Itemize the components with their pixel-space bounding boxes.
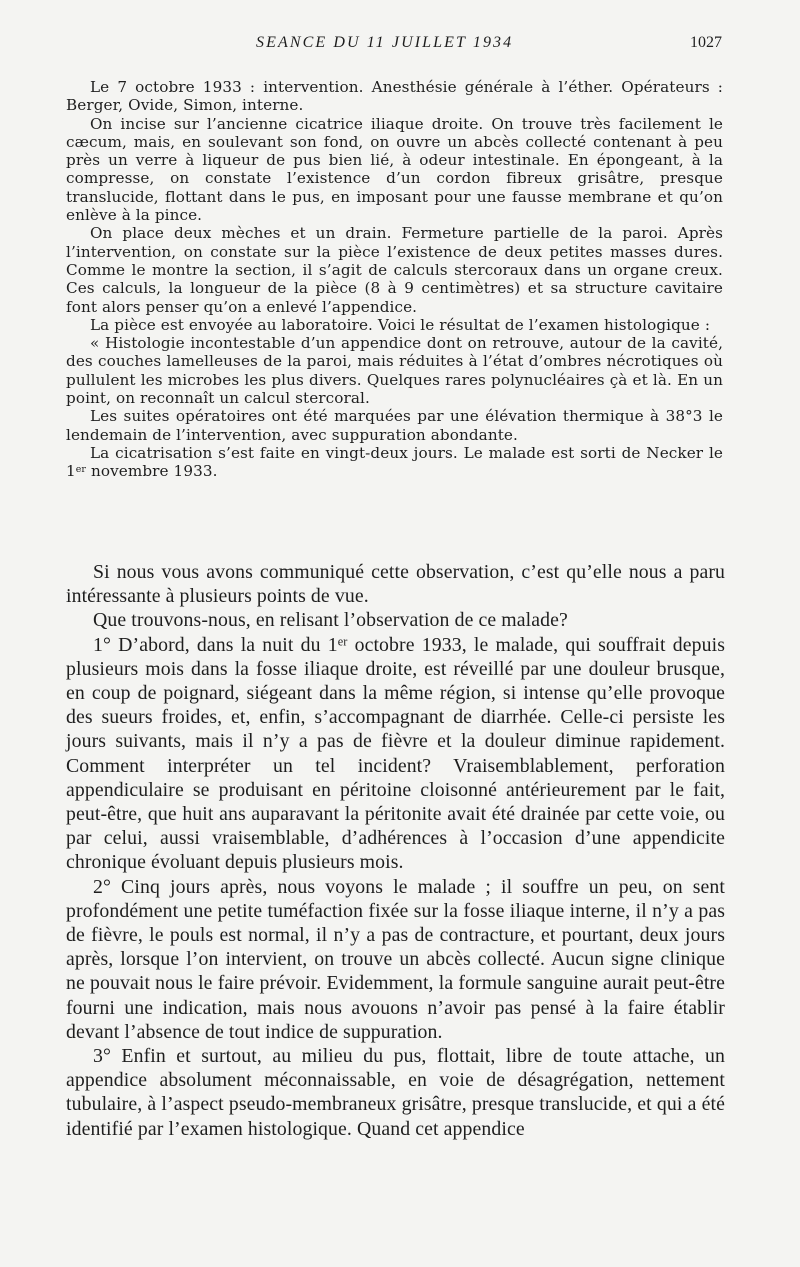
page-header — [0, 34, 722, 58]
obs-paragraph: On incise sur l’ancienne cicatrice iliaque droite. On trouve très facilement le cæcum, mais, en soulevant son fond, on ouvre un abcès collecté contenant à peu près un verre à liqueur de pus bien lié, à odeur intestinale. En épongeant, à la compresse, on constate l’existence d’un cordon fibreux grisâtre, presque translucide, flottant dans le pus, en imposant pour une fausse membrane et qu’on enlève à la pince. — [66, 114, 723, 225]
running-title: SEANCE DU 11 JUILLET 1934 — [256, 34, 514, 51]
text-run: 1° D’abord, dans la nuit du 1 — [93, 633, 338, 656]
text-run: La cicatrisation s’est faite en vingt-deux jours. Le malade est sorti de Necker le 1 — [66, 443, 723, 481]
obs-paragraph: Le 7 octobre 1933 : intervention. Anesthésie générale à l’éther. Opérateurs : Berger, Ovide, Simon, interne. — [66, 78, 723, 115]
superscript: er — [337, 634, 348, 649]
obs-paragraph: Les suites opératoires ont été marquées par une élévation thermique à 38°3 le lendemain de l’intervention, avec suppuration abondante. — [66, 407, 723, 444]
body-paragraph: Que trouvons-nous, en relisant l’observation de ce malade? — [93, 609, 568, 632]
text-run: octobre 1933, le malade, qui souffrait depuis plusieurs mois dans la fosse iliaque droite, est réveillé par une douleur brusque, en coup de poignard, siégeant dans la même région, si intense qu’elle provoque des sueurs froides, et, enfin, s’accompagnant de diarrhée. Celle-ci persiste les jours suivants, mais il n’y a pas de fièvre et la douleur diminue rapidement. Comment interpréter un tel incident? Vraisemblablement, perforation appendiculaire se produisant en péritoine cloisonné antérieurement par le fait, peut-être, que huit ans auparavant la péritonite avait été drainée par cette voie, ou par celui, aussi vraisemblable, d’adhérences à l’occasion d’une appendicite chronique évoluant depuis plusieurs mois. — [66, 633, 725, 874]
discussion-text — [66, 560, 725, 1141]
body-paragraph: Si nous vous avons communiqué cette observation, c’est qu’elle nous a paru intéressante à plusieurs points de vue. — [66, 561, 725, 608]
obs-paragraph — [66, 444, 723, 481]
obs-paragraph: On place deux mèches et un drain. Fermeture partielle de la paroi. Après l’intervention, on constate sur la pièce l’existence de deux petites masses dures. Comme le montre la section, il s’agit de calculs stercoraux dans un organe creux. Ces calculs, la longueur de la pièce (8 à 9 centimètres) et sa structure cavitaire font alors penser qu’on a enlevé l’appendice. — [66, 224, 723, 316]
histology-quote: « Histologie incontestable d’un appendice dont on retrouve, autour de la cavité, des couches lamelleuses de la paroi, mais réduites à l’état d’ombres nécrotiques où pullulent les microbes les plus divers. Quelques rares polynucléaires çà et là. En un point, on reconnaît un calcul stercoral. — [66, 334, 723, 408]
text-run: novembre 1933. — [86, 462, 218, 481]
page-number: 1027 — [690, 34, 722, 51]
body-paragraph — [66, 633, 725, 875]
body-paragraph: 3° Enfin et surtout, au milieu du pus, flottait, libre de toute attache, un appendice absolument méconnaissable, en voie de désagrégation, nettement tubulaire, à l’aspect pseudo-membraneux grisâtre, presque translucide, et qui a été identifié par l’examen histologique. Quand cet appendice — [66, 1045, 725, 1140]
observation-text — [66, 78, 723, 481]
superscript: er — [75, 464, 87, 475]
body-paragraph: 2° Cinq jours après, nous voyons le malade ; il souffre un peu, on sent profondément une petite tuméfaction fixée sur la fosse iliaque interne, il n’y a pas de fièvre, le pouls est normal, il n’y a pas de contracture, et pourtant, deux jours après, lorsque l’on intervient, on trouve un abcès collecté. Aucun signe clinique ne pouvait nous le faire prévoir. Evidemment, la formule sanguine aurait peut-être fourni une indication, mais nous avouons n’avoir pas pensé à la faire établir devant l’absence de tout indice de suppuration. — [66, 875, 725, 1043]
obs-paragraph: La pièce est envoyée au laboratoire. Voici le résultat de l’examen histologique : — [90, 315, 711, 334]
